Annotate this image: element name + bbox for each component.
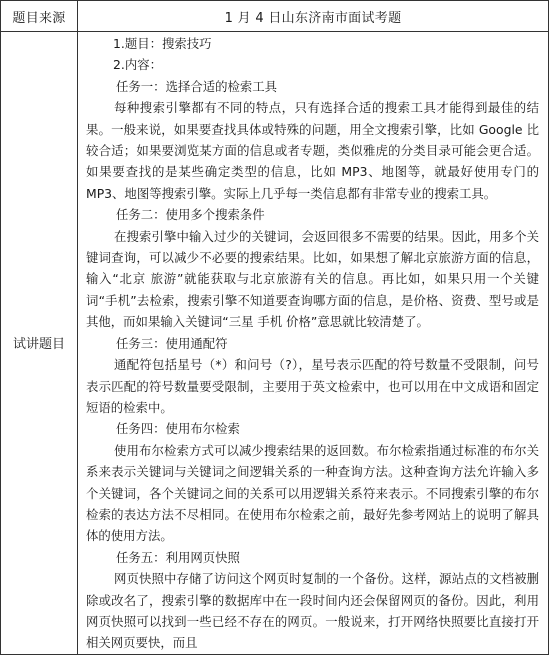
title-line: 1.题目：搜索技巧	[113, 36, 212, 51]
task-heading: 任务四：使用布尔检索	[116, 421, 240, 437]
task-heading: 任务五：利用网页快照	[116, 549, 240, 565]
task-paragraph: 通配符包括星号（*）和问号（?），星号表示匹配的符号数量不受限制，问号表示匹配的符号数量要受限制，主要用于英文检索中，也可以用在中文成语和固定短语的检索中。	[86, 357, 539, 415]
topic-label: 试讲题目	[1, 32, 78, 655]
task-heading: 任务三：使用通配符	[116, 335, 228, 351]
task-paragraph: 每种搜索引擎都有不同的特点，只有选择合适的搜索工具才能得到最佳的结果。一般来说，如果要查找具体或特殊的问题，用全文搜索引擎，比如 Google 比较合适；如果要浏览某方面的信息或者专题，类似雅虎的分类目录可能会更合适。如果要查找的是某些确定类型的信息，比如 MP3、地图等，就最好使用专门的 MP3、地图等搜索引擎。实际上几乎每一类信息都有非常专业的搜索工具。	[86, 100, 539, 201]
task-paragraph: 在搜索引擎中输入过少的关键词，会返回很多不需要的结果。因此，用多个关键词查询，可以减少不必要的搜索结果。比如，如果想了解北京旅游方面的信息，输入“北京 旅游”就能获取与北京旅游有关的信息。再比如，如果只用一个关键词“手机”去检索，搜索引擎不知道要查询哪方面的信息，是价格、资费、型号或是其他，而如果输入关键词“三星 手机 价格”意思就比较清楚了。	[86, 228, 539, 330]
content-line: 2.内容：	[113, 57, 162, 73]
task-heading: 任务二：使用多个搜索条件	[116, 207, 265, 223]
task-paragraph: 使用布尔检索方式可以减少搜索结果的返回数。布尔检索指通过标准的布尔关系来表示关键词与关键词之间逻辑关系的一种查询方法。这种查询方法允许输入多个关键词，各个关键词之间的关系可以用逻辑关系符来表示。不同搜索引擎的布尔检索的表达方法不尽相同。在使用布尔检索之前，最好先参考网站上的说明了解具体的使用方法。	[86, 442, 539, 544]
source-label: 题目来源	[1, 1, 78, 32]
task-paragraph: 网页快照中存储了访问这个网页时复制的一个备份。这样，源站点的文档被删除或改名了，搜索引擎的数据库中在一段时间内还会保留网页的备份。因此，利用网页快照可以找到一些已经不存在的网页。一般说来，打开网络快照要比直接打开相关网页要快，而且	[86, 571, 539, 651]
topic-content	[78, 32, 549, 655]
source-value: 1 月 4 日山东济南市面试考题	[78, 1, 549, 32]
body-row	[1, 32, 549, 655]
task-heading: 任务一：选择合适的检索工具	[116, 78, 278, 94]
header-row	[1, 1, 549, 32]
